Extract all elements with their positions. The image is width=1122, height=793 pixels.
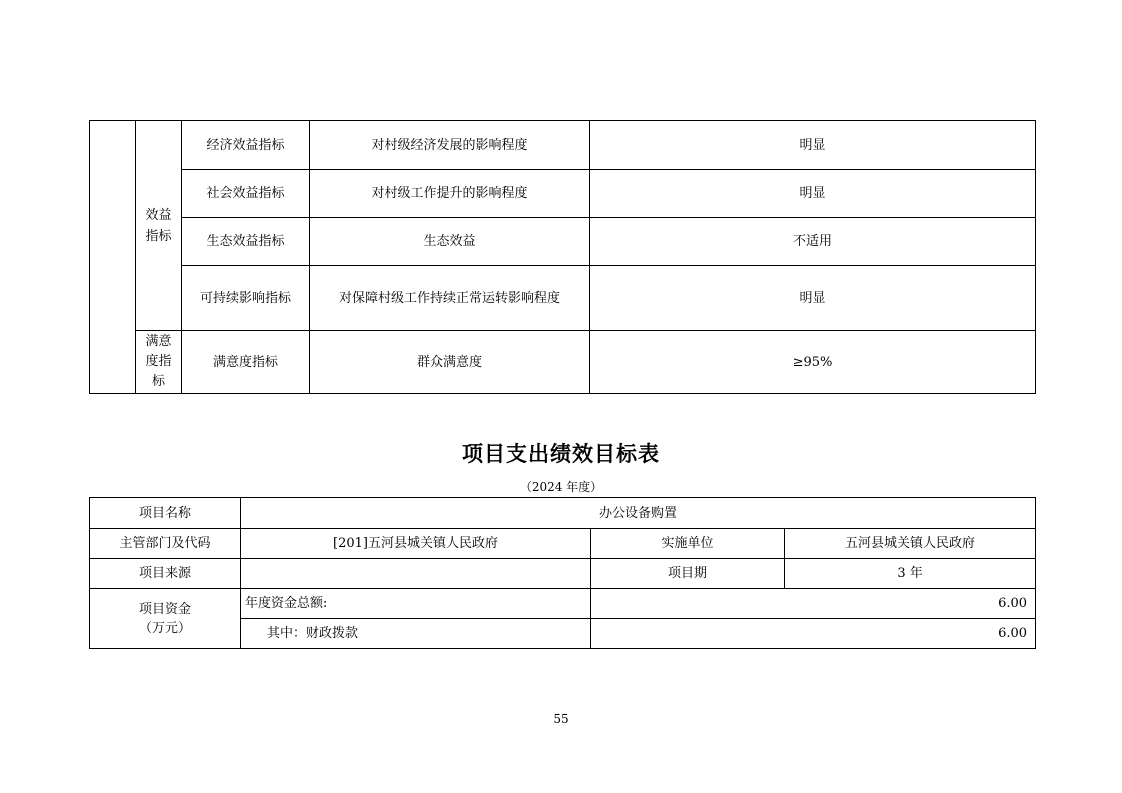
indicator-name: 生态效益 (310, 218, 590, 266)
indicator-name: 对村级工作提升的影响程度 (310, 170, 590, 218)
annual-total-label: 年度资金总额: (241, 589, 591, 619)
dept-value: [201]五河县城关镇人民政府 (241, 529, 591, 559)
annual-total-value: 6.00 (591, 589, 1036, 619)
project-table (89, 497, 1036, 649)
indicator-value: 明显 (590, 170, 1036, 218)
indicator-value: 明显 (590, 266, 1036, 331)
indicator-value: ≥95% (590, 331, 1036, 394)
indicator-name: 群众满意度 (310, 331, 590, 394)
indicator-value: 不适用 (590, 218, 1036, 266)
page-title: 项目支出绩效目标表 (462, 441, 660, 466)
impl-label: 实施单位 (591, 529, 785, 559)
source-label: 项目来源 (90, 559, 241, 589)
fiscal-value: 6.00 (591, 619, 1036, 649)
benefit-category-cell (136, 121, 182, 331)
blank-category-cell (90, 121, 136, 394)
fund-unit: （万元） (138, 620, 191, 636)
category-satisfaction-label: 满意度指标 (145, 334, 172, 389)
indicator-name: 对保障村级工作持续正常运转影响程度 (310, 266, 590, 331)
dept-label: 主管部门及代码 (90, 529, 241, 559)
fund-label: 项目资金 (138, 601, 191, 617)
page-number: 55 (553, 712, 569, 726)
sub-indicator: 可持续影响指标 (182, 266, 310, 331)
sub-indicator: 经济效益指标 (182, 121, 310, 170)
indicator-name: 对村级经济发展的影响程度 (310, 121, 590, 170)
category-benefit-label: 效益指标 (145, 207, 172, 244)
fund-label-cell (90, 589, 241, 649)
sub-indicator: 生态效益指标 (182, 218, 310, 266)
impl-value: 五河县城关镇人民政府 (785, 529, 1036, 559)
page-subtitle: （2024 年度） (519, 480, 603, 494)
period-value: 3 年 (785, 559, 1036, 589)
period-label: 项目期 (591, 559, 785, 589)
indicator-value: 明显 (590, 121, 1036, 170)
source-value (241, 559, 591, 589)
sub-indicator: 社会效益指标 (182, 170, 310, 218)
project-name-label: 项目名称 (90, 498, 241, 529)
fiscal-label: 其中：财政拨款 (241, 619, 591, 649)
satisfaction-category-cell (136, 331, 182, 394)
sub-indicator: 满意度指标 (182, 331, 310, 394)
project-name-value: 办公设备购置 (241, 498, 1036, 529)
indicator-table (89, 120, 1036, 394)
